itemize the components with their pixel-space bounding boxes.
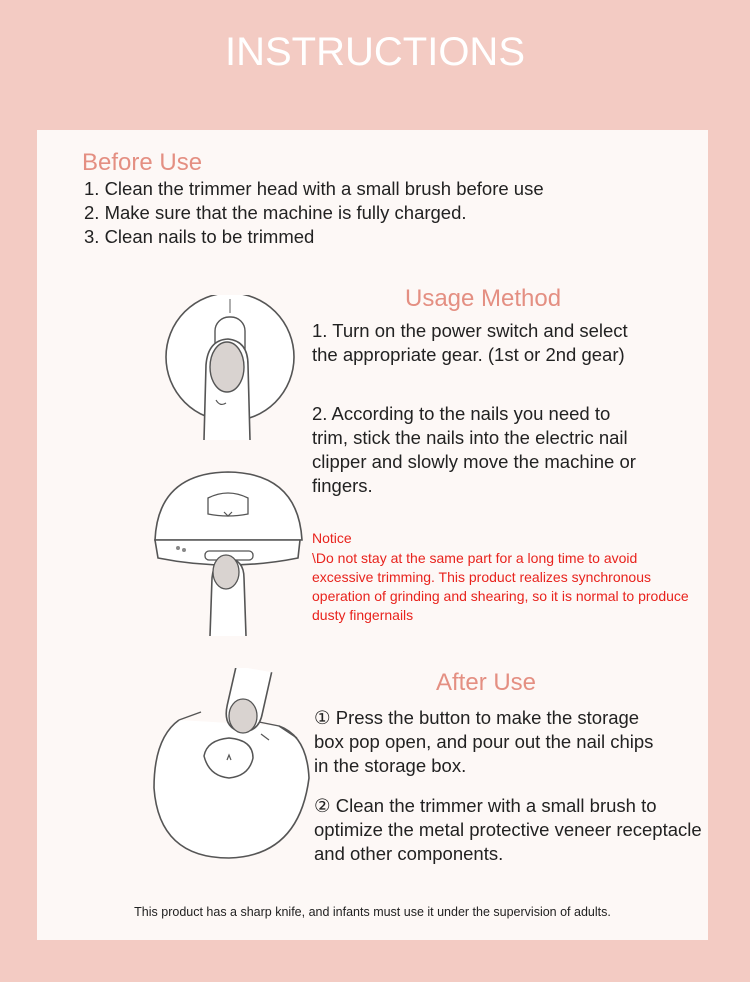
header-banner (0, 0, 750, 130)
storage-box-illustration (149, 668, 319, 863)
before-use-step-1: 1. Clean the trimmer head with a small brush before use (84, 178, 544, 199)
after-use-step-1: ① Press the button to make the storage box pop open, and pour out the nail chips in the storage box. (314, 707, 654, 776)
power-switch-illustration (160, 295, 300, 445)
after-use-heading: After Use (436, 669, 537, 696)
notice-body: \Do not stay at the same part for a long time to avoid excessive trimming. This product realizes synchronous operation of grinding and shearing, so it is normal to produce dusty fingernails (312, 550, 689, 623)
nail-insert-illustration (150, 468, 305, 638)
before-use-heading: Before Use (82, 149, 203, 176)
usage-step-2: 2. According to the nails you need to trim, stick the nails into the electric nail clipper and slowly move the machine or fingers. (312, 403, 636, 496)
notice-title: Notice (312, 530, 352, 546)
after-use-step-2: ② Clean the trimmer with a small brush to optimize the metal protective veneer receptacle and other components. (314, 795, 702, 864)
before-use-step-3: 3. Clean nails to be trimmed (84, 226, 315, 247)
page-title: INSTRUCTIONS (225, 30, 525, 74)
instruction-card (37, 130, 708, 940)
usage-method-heading: Usage Method (405, 285, 562, 312)
before-use-step-2: 2. Make sure that the machine is fully charged. (84, 202, 467, 223)
usage-step-1: 1. Turn on the power switch and select the appropriate gear. (1st or 2nd gear) (312, 320, 628, 365)
safety-warning: This product has a sharp knife, and infants must use it under the supervision of adults. (134, 905, 611, 919)
